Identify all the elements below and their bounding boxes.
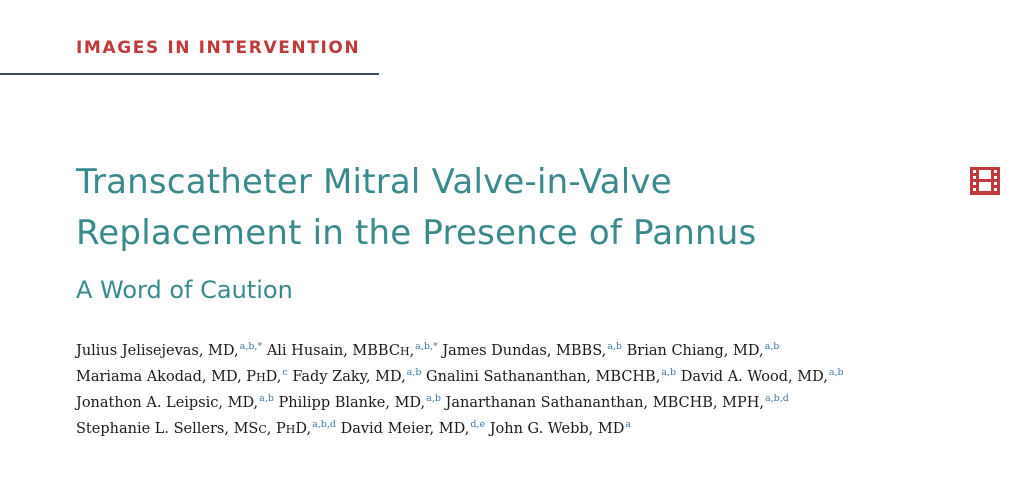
author-line bbox=[76, 339, 976, 365]
author-name: Philipp Blanke, MD, bbox=[278, 395, 426, 411]
author-name: Jonathon A. Leipsic, MD, bbox=[76, 395, 259, 411]
author-affiliation[interactable]: a,b,d bbox=[312, 419, 336, 430]
author-name: John G. Webb, MD bbox=[489, 421, 625, 437]
author-name: Julius Jelisejevas, MD, bbox=[76, 343, 239, 359]
author-name: James Dundas, MBBS, bbox=[442, 343, 607, 359]
author-name: Brian Chiang, MD, bbox=[626, 343, 764, 359]
author-affiliation[interactable]: d,e bbox=[470, 419, 486, 430]
author-name: Gnalini Sathananthan, MBCHB, bbox=[426, 369, 661, 385]
author-affiliation[interactable]: a,b bbox=[661, 367, 677, 378]
author-affiliation[interactable]: a,b,* bbox=[239, 341, 263, 352]
author-line bbox=[76, 391, 976, 417]
author-line bbox=[76, 365, 976, 391]
author-affiliation[interactable]: a,b bbox=[828, 367, 844, 378]
author-name: Stephanie L. Sellers, MSC, PHD, bbox=[76, 421, 312, 437]
section-label: IMAGES IN INTERVENTION bbox=[76, 38, 361, 58]
author-affiliation[interactable]: a,b bbox=[764, 341, 780, 352]
article-subtitle: A Word of Caution bbox=[76, 276, 293, 304]
author-line bbox=[76, 417, 976, 443]
author-affiliation[interactable]: a,b bbox=[426, 393, 441, 404]
author-name: David Meier, MD, bbox=[340, 421, 470, 437]
author-affiliation[interactable]: a bbox=[625, 419, 632, 430]
author-name: Janarthanan Sathananthan, MBCHB, MPH, bbox=[445, 395, 764, 411]
video-film-icon[interactable] bbox=[969, 165, 1001, 197]
article-title-line-1: Transcatheter Mitral Valve-in-Valve bbox=[76, 162, 672, 202]
author-name: Mariama Akodad, MD, PHD, bbox=[76, 369, 282, 385]
author-name: David A. Wood, MD, bbox=[680, 369, 828, 385]
article-title bbox=[76, 157, 956, 259]
author-affiliation[interactable]: a,b,* bbox=[415, 341, 438, 352]
author-affiliation[interactable]: c bbox=[282, 367, 288, 378]
author-affiliation[interactable]: a,b bbox=[406, 367, 422, 378]
author-affiliation[interactable]: a,b bbox=[607, 341, 623, 352]
article-title-line-2: Replacement in the Presence of Pannus bbox=[76, 213, 757, 253]
author-name: Ali Husain, MBBCH, bbox=[266, 343, 415, 359]
author-name: Fady Zaky, MD, bbox=[292, 369, 406, 385]
author-affiliation[interactable]: a,b,d bbox=[764, 393, 789, 404]
section-divider bbox=[0, 73, 379, 75]
author-affiliation[interactable]: a,b bbox=[259, 393, 274, 404]
author-list bbox=[76, 339, 976, 443]
